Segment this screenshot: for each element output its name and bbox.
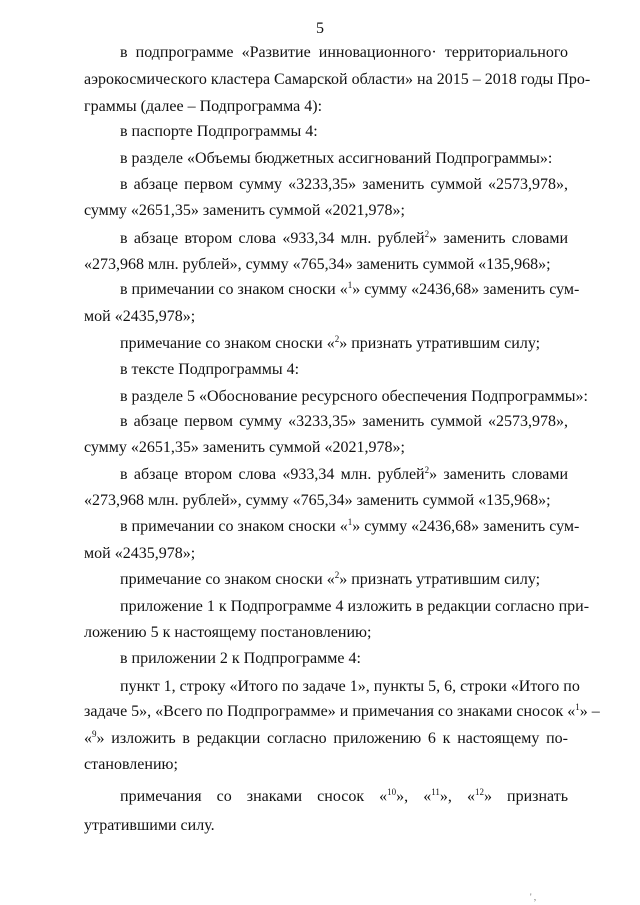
text-line: «273,968 млн. рублей», сумму «765,34» заменить суммой «135,968»; (84, 256, 551, 273)
text-line: приложение 1 к Подпрограмме 4 изложить в редакции согласно при- (120, 598, 590, 615)
text-line: «$^9$» изложить в редакции согласно приложению 6 к настоящему по- (84, 729, 568, 747)
text-line: в абзаце первом сумму «3233,35» заменить суммой «2573,978», (120, 413, 568, 430)
text-line: «273,968 млн. рублей», сумму «765,34» заменить суммой «135,968»; (84, 492, 551, 509)
text-line: утратившими силу. (84, 817, 215, 834)
text-line: сумму «2651,35» заменить суммой «2021,978»; (84, 202, 405, 219)
text-line: в подпрограмме «Развитие инновационного· территориального (120, 44, 568, 61)
text-line: в тексте Подпрограммы 4: (120, 361, 300, 378)
text-line: задаче 5», «Всего по Подпрограмме» и примечания со знаками сносок «$^1$» – (84, 702, 600, 720)
text-line: примечание со знаком сноски «$^2$» признать утратившим силу; (120, 334, 541, 352)
text-line: становлению; (84, 756, 178, 773)
text-line: в разделе 5 «Обоснование ресурсного обеспечения Подпрограммы»: (120, 388, 588, 405)
text-line: сумму «2651,35» заменить суммой «2021,978»; (84, 439, 405, 456)
page-number: 5 (316, 20, 324, 37)
text-line: в абзаце втором слова «933,34 млн. рублей$^2$» заменить словами (120, 465, 569, 483)
text-line: примечания со знаками сносок «$^{10}$», «$^{11}$», «$^{12}$» признать (120, 787, 569, 805)
text-line: граммы (далее – Подпрограмма 4): (84, 98, 323, 115)
text-line: примечание со знаком сноски «$^2$» признать утратившим силу; (120, 570, 541, 588)
text-line: в примечании со знаком сноски «$^1$» сумму «2436,68» заменить сум- (120, 280, 580, 298)
text-line: в примечании со знаком сноски «$^1$» сумму «2436,68» заменить сум- (120, 517, 580, 535)
text-line: в абзаце втором слова «933,34 млн. рублей$^2$» заменить словами (120, 229, 569, 247)
text-line: в разделе «Объемы бюджетных ассигнований Подпрограммы»: (120, 150, 553, 167)
text-line: пункт 1, строку «Итого по задаче 1», пункты 5, 6, строки «Итого по (120, 678, 580, 695)
text-line: аэрокосмического кластера Самарской области» на 2015 – 2018 годы Про- (84, 71, 591, 88)
text-line: мой «2435,978»; (84, 545, 196, 562)
text-line: в абзаце первом сумму «3233,35» заменить суммой «2573,978», (120, 176, 568, 193)
scan-artifact-mark: ' , (530, 892, 537, 902)
text-line: в приложении 2 к Подпрограмме 4: (120, 650, 361, 667)
text-line: в паспорте Подпрограммы 4: (120, 123, 318, 140)
text-line: ложению 5 к настоящему постановлению; (84, 624, 372, 641)
text-line: мой «2435,978»; (84, 308, 196, 325)
